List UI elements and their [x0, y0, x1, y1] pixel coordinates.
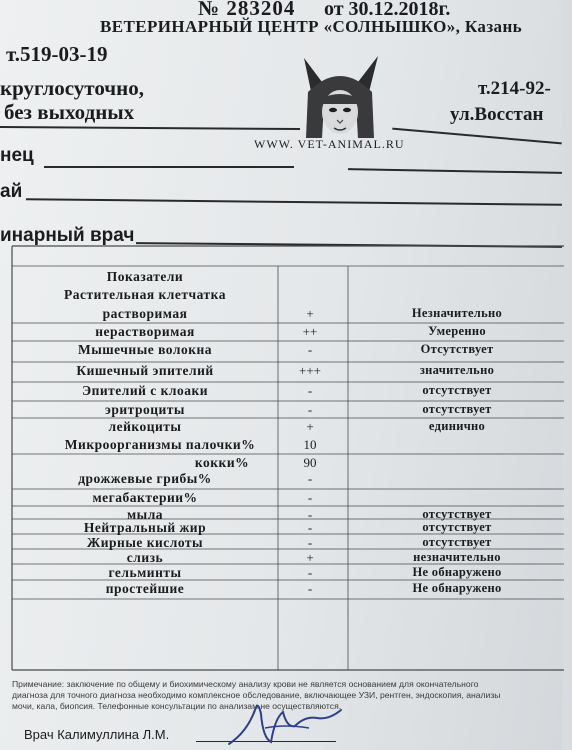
table-row-result: отсутствует [422, 402, 492, 416]
owner-field-line-right [348, 168, 562, 173]
working-hours-line1: круглосуточно, [0, 76, 144, 100]
table-row-value: + [306, 306, 314, 321]
table-row-value: 10 [303, 437, 317, 452]
table-row-value: - [307, 535, 313, 550]
clinic-street: ул.Восстан [450, 104, 544, 125]
table-row-value: 90 [303, 455, 317, 470]
disclaimer-line-2: диагноза для точного диагноза необходимо комплексное обследование, включающее УЗИ, рентген, эндоскопия, анализы [12, 690, 501, 700]
table-row-name: слизь [126, 550, 164, 565]
owner-field-line [44, 166, 294, 168]
clinic-phone-right: т.214-92- [478, 78, 551, 99]
table-header-label: Показатели [106, 269, 184, 284]
table-row-result: отсутствует [422, 507, 492, 521]
table-row-value: - [307, 471, 313, 486]
working-hours-line2: без выходных [4, 100, 135, 124]
disclaimer-line-3: мочи, кала, биопсия. Телефонные консультации по анализам не осуществляются. [12, 701, 342, 711]
table-row-name: дрожжевые грибы% [78, 471, 212, 486]
table-row-value: - [307, 565, 313, 580]
table-row-name: Эпителий с клоаки [81, 383, 209, 398]
table-row-result: незначительно [413, 550, 501, 564]
table-row-value: + [306, 550, 314, 565]
table-row-value: + [306, 419, 314, 434]
table-row-result: Незначительно [411, 306, 503, 320]
table-row-result: отсутствует [422, 535, 492, 549]
owner-field-label: нец [0, 145, 34, 166]
table-row-name: растворимая [102, 306, 188, 321]
analysis-table [12, 246, 564, 670]
disclaimer-line-1: Примечание: заключение по общему и биохимическому анализу крови не является основанием для окончательного [12, 679, 479, 689]
table-row-name: мегабактерии% [92, 490, 198, 505]
table-row-name: мыла [126, 507, 164, 522]
table-row-result: единично [428, 419, 486, 433]
clinic-website: WWW. VET-ANIMAL.RU [254, 137, 405, 151]
header-divider [0, 126, 300, 130]
animal-field-line [26, 198, 562, 205]
table-row-name: эритроциты [105, 402, 185, 417]
table-row-name: нерастворимая [95, 324, 195, 339]
table-row-name: Кишечный эпителий [76, 363, 214, 378]
vet-field-label: инарный врач [0, 225, 135, 246]
table-row-value: - [307, 383, 313, 398]
table-row-name: Микроорганизмы палочки% [64, 437, 256, 452]
table-row-name: Нейтральный жир [83, 520, 207, 535]
clinic-phone-left: т.519-03-19 [6, 42, 108, 66]
table-row-result: Умеренно [428, 324, 486, 338]
signature-icon [225, 698, 345, 750]
form-number: № 283204 [198, 0, 296, 20]
table-row-name: Мышечные волокна [77, 342, 213, 357]
table-row-value: - [307, 342, 313, 357]
animal-field-label: ай [0, 181, 23, 202]
table-row-value: ++ [302, 324, 318, 339]
form-date: от 30.12.2018г. [324, 0, 451, 20]
table-row-value: - [307, 520, 313, 535]
doctor-name: Врач Калимуллина Л.М. [24, 727, 170, 742]
table-row-result: Отсутствует [420, 342, 494, 356]
table-row-value: - [307, 507, 313, 522]
table-row-value: +++ [299, 363, 321, 378]
table-row-name: Жирные кислоты [86, 535, 204, 550]
table-row-value: - [307, 402, 313, 417]
table-row-name: гельминты [108, 565, 182, 580]
table-row-result: отсутствует [422, 520, 492, 534]
cat-girl-logo-icon [294, 52, 386, 140]
table-row-result: Не обнаружено [412, 581, 502, 595]
table-row-value: - [307, 490, 313, 505]
header-divider-right [392, 128, 562, 145]
clinic-name: ВЕТЕРИНАРНЫЙ ЦЕНТР «СОЛНЫШКО», Казань [100, 17, 523, 36]
table-row-name: лейкоциты [108, 419, 182, 434]
table-row-name: простейшие [105, 581, 185, 596]
table-row-name: Растительная клетчатка [64, 287, 226, 302]
table-row-name: кокки% [194, 455, 250, 470]
table-row-result: отсутствует [422, 383, 492, 397]
table-row-result: значительно [419, 363, 495, 377]
table-row-value: - [307, 581, 313, 596]
table-row-result: Не обнаружено [412, 565, 502, 579]
